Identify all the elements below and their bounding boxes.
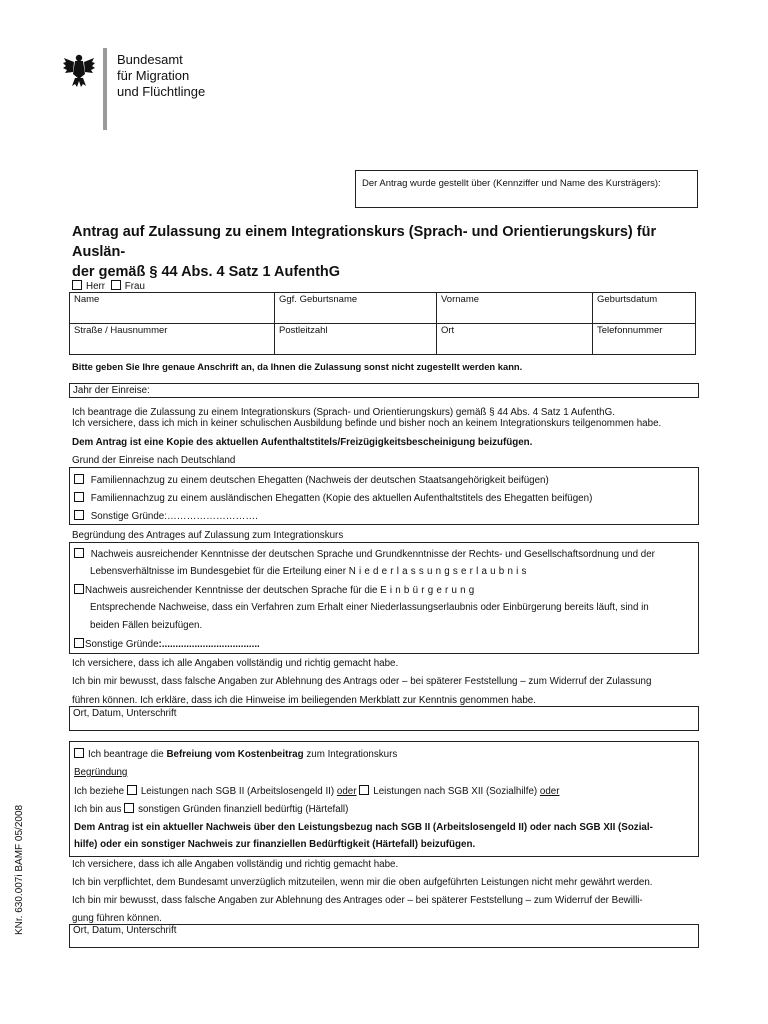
versicherung1-line-3: führen können. Ich erkläre, dass ich die Hinweise im beiliegenden Merkblatt zur Kenntnis genommen habe. xyxy=(72,695,536,706)
einreise-label: Jahr der Einreise: xyxy=(73,385,150,396)
begruendung-option-3 xyxy=(74,638,260,651)
table-row xyxy=(70,293,696,324)
sgb2-checkbox[interactable] xyxy=(127,785,137,795)
begruendung-option-3-label: Sonstige Gründe xyxy=(85,639,159,650)
table-row xyxy=(70,324,696,355)
begruendung-checkbox-2[interactable] xyxy=(74,584,84,594)
grund-checkbox-2[interactable] xyxy=(74,492,84,502)
beantrage-line-1: Ich beantrage die Zulassung zu einem Integrationskurs (Sprach- und Orientierungskurs) gemäß § 44 Abs. 4 Satz 1 AufenthG. xyxy=(72,407,615,418)
name-field[interactable] xyxy=(70,293,275,324)
begruendung-option-1-cont xyxy=(90,566,530,578)
begruendung-checkbox-3[interactable] xyxy=(74,638,84,648)
nachweis-line-1: Dem Antrag ist ein aktueller Nachweis über den Leistungsbezug nach SGB II (Arbeitslosengeld II) oder nach SGB XII (Sozial- xyxy=(74,822,653,833)
address-note: Bitte geben Sie Ihre genaue Anschrift an, da Ihnen die Zulassung sonst nicht zugestellt werden kann. xyxy=(72,361,523,372)
kurstraeger-field[interactable] xyxy=(355,170,698,208)
frau-label: Frau xyxy=(124,281,145,292)
niederlassung-word: Niederlassungserlaubnis xyxy=(348,566,530,577)
birthdate-field[interactable] xyxy=(593,293,696,324)
grund-option-2 xyxy=(74,492,592,505)
grund-checkbox-3[interactable] xyxy=(74,510,84,520)
befreiung-box xyxy=(69,741,699,857)
kopie-note: Dem Antrag ist eine Kopie des aktuellen Aufenthaltstitels/Freizügigkeitsbescheinigung beizufügen. xyxy=(72,437,533,448)
city-field[interactable] xyxy=(437,324,593,355)
grund-box xyxy=(69,467,699,525)
grund-option-2-label: Familiennachzug zu einem ausländischen Ehegatten (Kopie des aktuellen Aufenthaltstitels des Ehegatten beifügen) xyxy=(90,493,593,504)
begruendung-option-2 xyxy=(74,584,477,597)
befreiung-bezieh-row xyxy=(74,785,560,798)
begruendung-option-3-dots: :.................................... xyxy=(158,639,260,650)
cell-label: Postleitzahl xyxy=(279,325,328,336)
grund-checkbox-1[interactable] xyxy=(74,474,84,484)
befreiung-heading xyxy=(74,748,397,761)
cell-label: Name xyxy=(74,294,100,305)
org-name xyxy=(117,52,205,100)
einreise-field[interactable] xyxy=(69,383,699,398)
logo-divider xyxy=(103,48,107,130)
federal-eagle-icon xyxy=(62,52,96,88)
versicherung2-line-2: Ich bin verpflichtet, dem Bundesamt unverzüglich mitzuteilen, wenn mir die oben aufgeführten Leistungen nicht mehr gewährt werden. xyxy=(72,877,653,888)
haertefall-checkbox[interactable] xyxy=(124,803,134,813)
bezieh-label: Ich beziehe xyxy=(74,786,125,797)
org-line-3: und Flüchtlinge xyxy=(117,84,206,99)
herr-label: Herr xyxy=(86,281,106,292)
signature-field-1[interactable] xyxy=(69,706,699,731)
org-line-1: Bundesamt xyxy=(117,52,183,67)
begruendung-option-1-cont-text: Lebensverhältnisse im Bundesgebiet für die Erteilung einer xyxy=(90,566,349,577)
begruendung-option-1 xyxy=(74,548,655,561)
cell-label: Ort xyxy=(441,325,455,336)
begruendung-option-2-line-3: beiden Fällen beizufügen. xyxy=(90,620,203,631)
herr-checkbox[interactable] xyxy=(72,280,82,290)
cell-label: Straße / Hausnummer xyxy=(74,325,168,336)
begruendung-option-2-line-2: Entsprechende Nachweise, dass ein Verfahren zum Erhalt einer Niederlassungserlaubnis oder Einbürgerung bereits läuft, sind in xyxy=(90,602,649,613)
begruendung-heading: Begründung des Antrages auf Zulassung zum Integrationskurs xyxy=(72,530,344,541)
title-line-1: Antrag auf Zulassung zu einem Integrationskurs (Sprach- und Orientierungskurs) für Auslän- xyxy=(72,224,657,260)
street-field[interactable] xyxy=(70,324,275,355)
befreiung-begruendung: Begründung xyxy=(74,767,128,778)
begruendung-checkbox-1[interactable] xyxy=(74,548,84,558)
postcode-field[interactable] xyxy=(275,324,437,355)
birthname-field[interactable] xyxy=(275,293,437,324)
oder-label-2: oder xyxy=(539,786,560,797)
oder-label: oder xyxy=(336,786,357,797)
begruendung-option-2-label: Nachweis ausreichender Kenntnisse der deutschen Sprache für die xyxy=(85,585,381,596)
grund-heading: Grund der Einreise nach Deutschland xyxy=(72,455,236,466)
grund-option-1 xyxy=(74,474,549,487)
sgb12-checkbox[interactable] xyxy=(359,785,369,795)
versicherung2-line-1: Ich versichere, dass ich alle Angaben vollständig und richtig gemacht habe. xyxy=(72,859,399,870)
cell-label: Telefonnummer xyxy=(597,325,663,336)
sgb12-label: Leistungen nach SGB XII (Sozialhilfe) xyxy=(373,786,538,797)
grund-option-1-label: Familiennachzug zu einem deutschen Ehegatten (Nachweis der deutschen Staatsangehörigkeit beifügen) xyxy=(90,475,549,486)
signature-label-1: Ort, Datum, Unterschrift xyxy=(73,708,177,719)
signature-label-2: Ort, Datum, Unterschrift xyxy=(73,925,177,936)
einbuergerung-word: Einbürgerung xyxy=(380,585,478,596)
befreiung-post: zum Integrationskurs xyxy=(303,749,398,760)
phone-field[interactable] xyxy=(593,324,696,355)
signature-field-2[interactable] xyxy=(69,924,699,948)
aus-label: Ich bin aus xyxy=(74,804,122,815)
title-line-2: der gemäß § 44 Abs. 4 Satz 1 AufenthG xyxy=(72,264,341,280)
sgb2-label: Leistungen nach SGB II (Arbeitslosengeld II) xyxy=(140,786,335,797)
beantrage-line-2: Ich versichere, dass ich mich in keiner schulischen Ausbildung befinde und bisher noch an keinem Integrationskurs teilgenommen habe. xyxy=(72,418,662,429)
befreiung-checkbox[interactable] xyxy=(74,748,84,758)
person-table xyxy=(69,292,696,355)
grund-option-3-label: Sonstige Gründe:………………………. xyxy=(90,511,258,522)
versicherung1-line-1: Ich versichere, dass ich alle Angaben vollständig und richtig gemacht habe. xyxy=(72,658,399,669)
kurstraeger-label: Der Antrag wurde gestellt über (Kennziffer und Name des Kursträgers): xyxy=(362,178,661,189)
begruendung-box xyxy=(69,542,699,654)
versicherung2-line-4: gung führen können. xyxy=(72,913,162,924)
page-title xyxy=(72,222,712,282)
firstname-field[interactable] xyxy=(437,293,593,324)
befreiung-aus-row xyxy=(74,803,348,816)
versicherung1-line-2: Ich bin mir bewusst, dass falsche Angaben zur Ablehnung des Antrags oder – bei späterer Feststellung – zum Widerruf der Zulassung xyxy=(72,676,652,687)
grund-option-3 xyxy=(74,510,258,523)
cell-label: Ggf. Geburtsname xyxy=(279,294,358,305)
befreiung-pre: Ich beantrage die xyxy=(88,749,167,760)
cell-label: Geburtsdatum xyxy=(597,294,658,305)
cell-label: Vorname xyxy=(441,294,480,305)
nachweis-line-2: hilfe) oder ein sonstiger Nachweis zur finanziellen Bedürftigkeit (Härtefall) beizufügen. xyxy=(74,839,476,850)
haertefall-label: sonstigen Gründen finanziell bedürftig (Härtefall) xyxy=(138,804,349,815)
form-code: KNr. 630.007i BAMF 05/2008 xyxy=(14,804,25,935)
begruendung-option-1-label: Nachweis ausreichender Kenntnisse der deutschen Sprache und Grundkenntnisse der Rechts- und Gesellschaftsordnung und der xyxy=(90,549,655,560)
befreiung-bold: Befreiung vom Kostenbeitrag xyxy=(166,749,304,760)
org-line-2: für Migration xyxy=(117,68,190,83)
frau-checkbox[interactable] xyxy=(111,280,121,290)
versicherung2-line-3: Ich bin mir bewusst, dass falsche Angaben zur Ablehnung des Antrages oder – bei späterer Feststellung – zum Widerruf der Bewilli- xyxy=(72,895,643,906)
